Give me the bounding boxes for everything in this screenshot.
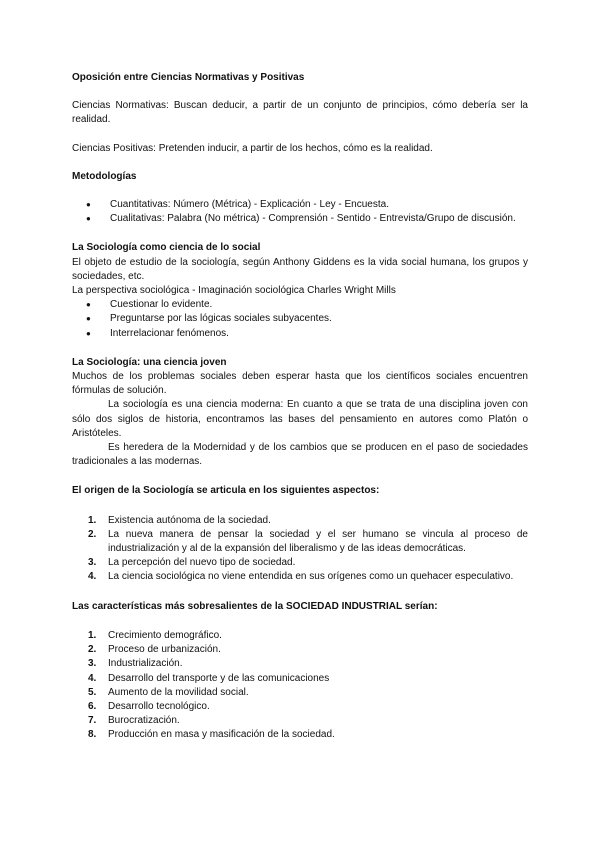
list-item: ● Cuestionar lo evidente.	[72, 298, 528, 312]
ciencia-joven-p1: Muchos de los problemas sociales deben esperar hasta que los científicos sociales encuentren fórmulas de solución.	[72, 371, 528, 397]
list-item: 8. Producción en masa y masificación de la sociedad.	[88, 729, 335, 741]
giddens-paragraph: El objeto de estudio de la sociología, según Anthony Giddens es la vida social humana, los grupos y sociedades, etc.	[72, 256, 528, 282]
list-item: 4. Desarrollo del transporte y de las comunicaciones	[88, 672, 330, 684]
industrial-list	[72, 629, 528, 743]
positivas-paragraph: Ciencias Positivas: Pretenden inducir, a partir de los hechos, cómo es la realidad.	[72, 142, 433, 154]
list-item: 1. Existencia autónoma de la sociedad.	[88, 514, 271, 526]
list-item: ● Preguntarse por las lógicas sociales subyacentes.	[72, 312, 528, 326]
ciencia-joven-p3: Es heredera de la Modernidad y de los cambios que se producen en el paso de sociedades tradicionales a las modernas.	[72, 442, 528, 468]
perspectiva-list	[72, 298, 528, 341]
list-item: 1. Crecimiento demográfico.	[88, 629, 222, 641]
list-item: ● Interrelacionar fenómenos.	[72, 327, 528, 341]
list-item: 5. Aumento de la movilidad social.	[88, 686, 249, 698]
list-item: 7. Burocratización.	[88, 715, 180, 727]
metodologias-heading: Metodologías	[72, 170, 137, 182]
list-item: 2. Proceso de urbanización.	[88, 644, 221, 656]
list-item: 2. La nueva manera de pensar la sociedad y el ser humano se vincula al proceso de industrialización y al de la expansión del liberalismo y de las ideas democráticas.	[88, 528, 528, 555]
list-item: ● Cuantitativas: Número (Métrica) - Explicación - Ley - Encuesta.	[72, 198, 528, 212]
list-item: 6. Desarrollo tecnológico.	[88, 700, 210, 712]
sociologia-social-heading: La Sociología como ciencia de lo social	[72, 242, 261, 254]
list-item: 4. La ciencia sociológica no viene entendida en sus orígenes como un quehacer especulativo.	[88, 571, 514, 583]
document-title: Oposición entre Ciencias Normativas y Positivas	[72, 72, 305, 83]
document-body	[72, 71, 528, 743]
metodologias-list	[72, 198, 528, 226]
ciencia-joven-heading: La Sociología: una ciencia joven	[72, 356, 227, 368]
origen-list	[72, 514, 528, 585]
list-item: ● Cualitativas: Palabra (No métrica) - Comprensión - Sentido - Entrevista/Grupo de discusión.	[72, 212, 528, 226]
list-item: 3. La percepción del nuevo tipo de sociedad.	[88, 557, 296, 569]
origen-heading: El origen de la Sociología se articula en los siguientes aspectos:	[72, 485, 380, 497]
industrial-heading: Las características más sobresalientes de la SOCIEDAD INDUSTRIAL serían:	[72, 600, 438, 612]
list-item: 3. Industrialización.	[88, 658, 183, 670]
normativas-paragraph: Ciencias Normativas: Buscan deducir, a partir de un conjunto de principios, cómo debería ser la realidad.	[72, 100, 528, 126]
ciencia-joven-p2: La sociología es una ciencia moderna: En cuanto a que se trata de una disciplina joven con sólo dos siglos de historia, encontramos las bases del pensamiento en autores como Platón o Aristóteles.	[72, 399, 528, 439]
mills-paragraph: La perspectiva sociológica - Imaginación sociológica Charles Wright Mills	[72, 285, 396, 297]
